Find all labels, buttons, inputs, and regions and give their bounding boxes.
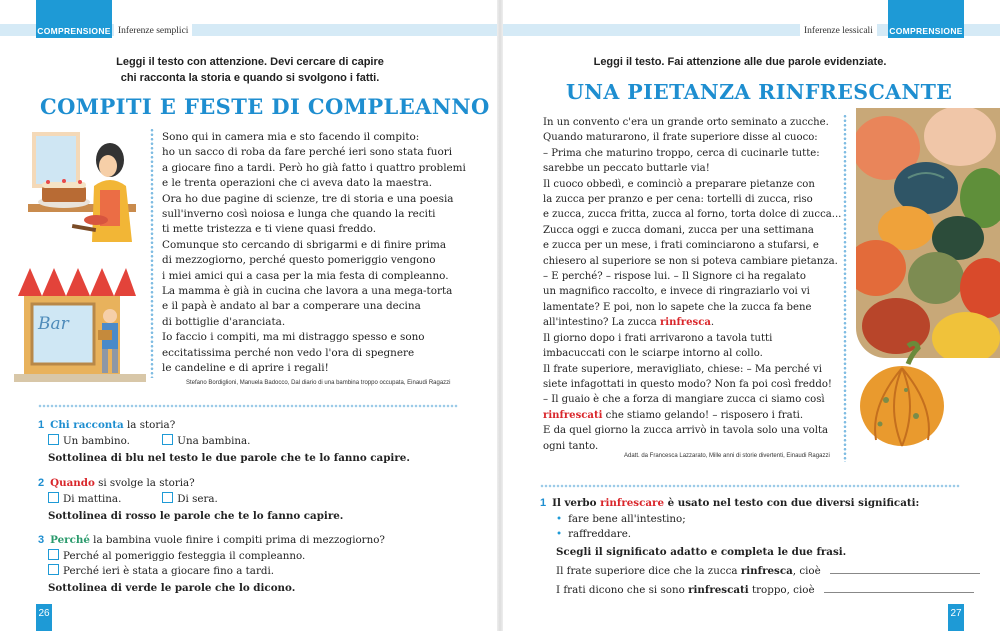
story-line	[543, 423, 843, 438]
story-line-text: – Il guaio è che a forza di mangiare zucca ci siamo così	[543, 394, 825, 406]
bar-illustration	[14, 262, 146, 384]
story-line	[543, 238, 843, 253]
story-line-text: imbacuccati con le sciarpe intorno al collo.	[543, 348, 763, 360]
question-1: 1 Chi racconta la storia? Un bambino. Una bambina. Sottolinea di blu nel testo le due parole che te lo fanno capire.	[38, 419, 410, 464]
question-3: 3 Perché la bambina vuole finire i compiti prima di mezzogiorno? Perché al pomeriggio festeggia il compleanno. Perché ieri è stata a giocare fino a tardi. Sottolinea di verde le parole che lo dicono.	[38, 534, 385, 594]
section-tag: COMPRENSIONE	[36, 0, 112, 38]
story-line-text: ogni tanto.	[543, 440, 599, 452]
story-line-text: sarebbe un peccato buttarle via!	[543, 163, 710, 175]
checkbox-di-mattina[interactable]	[48, 492, 59, 503]
story-line	[543, 377, 843, 392]
section-divider	[540, 483, 960, 489]
story-line-text: Il cuoco obbedì, e cominciò a preparare pietanze con	[543, 178, 815, 190]
story-line	[543, 346, 843, 361]
story-line-text: e zucca, zucca fritta, zucca al forno, torta dolce di zucca...	[543, 209, 842, 221]
answer-line-2[interactable]	[824, 584, 974, 593]
sub-tag: Inferenze semplici	[114, 24, 192, 38]
story-line	[543, 115, 843, 130]
story-line-text: – Prima che maturino troppo, cerca di cucinarle tutte:	[543, 147, 820, 159]
question-2: 2 Quando si svolge la storia? Di mattina. Di sera. Sottolinea di rosso le parole che te lo fanno capire.	[38, 477, 344, 522]
story-line-text: all'intestino? La zucca	[543, 317, 660, 329]
page-number: 27	[948, 604, 964, 631]
checkbox-di-sera[interactable]	[162, 492, 173, 503]
story-line	[543, 331, 843, 346]
story-line-text: Il frate superiore, meravigliato, chiese: – Ma perché vi	[543, 363, 822, 375]
bullet-icon: •	[556, 513, 563, 525]
question-1: 1 Il verbo rinfrescare è usato nel testo con due diversi significati: • fare bene all'intestino; • raffreddare. Scegli il significato adatto e completa le due frasi. Il frate superiore dice che la zucca rinfresca, cioè I frati dicono che si sono rinfrescati troppo, cioè	[540, 496, 980, 597]
story-line-text: lamentate? E poi, non lo sapete che la zucca fa bene	[543, 301, 812, 313]
page-number: 26	[36, 604, 52, 631]
checkbox-una-bambina[interactable]	[162, 434, 173, 445]
story-line	[543, 362, 843, 377]
story-text: Sono qui in camera mia e sto facendo il compito: ho un sacco di roba da fare perché ieri sono stata fuori a giocare fino a tardi. Però ho già fatto i quattro problemi e le trenta operazioni che ci aveva dato la maestra. Ora ho due pagine di scienze, tre di storia e una poesia sull'inverno così noiosa e lunga che quando la reciti ti mette tristezza e ti viene quasi freddo. Comunque sto cercando di sbrigarmi e di finire prima di mezzogiorno, perché questo pomeriggio vengono i miei amici qui a casa per la mia festa di compleanno. La mamma è già in cucina che lavora a una mega-torta e il papà è andato al bar a comperare una decina di bottiglie d'aranciata. Io faccio i compiti, ma mi distraggo spesso e sono eccitatissima perché non vedo l'ora di spegnere le candeline e di aprire i regali!	[162, 131, 466, 375]
bar-sign: Bar	[38, 314, 69, 334]
answer-line-1[interactable]	[830, 565, 980, 574]
story-line-text: In un convento c'era un grande orto seminato a zucche.	[543, 117, 829, 128]
bullet-icon: •	[556, 528, 563, 540]
story-line	[543, 439, 843, 454]
story-line-text: la zucca per pranzo e per cena: tortelli di zucca, riso	[543, 194, 813, 206]
story-text	[543, 115, 843, 454]
section-divider	[38, 403, 458, 409]
story-line	[543, 161, 843, 176]
page-title: UNA PIETANZA RINFRESCANTE	[566, 80, 953, 104]
story-line	[543, 392, 843, 407]
story-line	[543, 130, 843, 145]
story-line	[543, 192, 843, 207]
story-line	[543, 300, 843, 315]
story-line-text: Quando maturarono, il frate superiore disse al cuoco:	[543, 132, 818, 144]
intro-instruction: Leggi il testo con attenzione. Devi cercare di capire chi racconta la storia e quando si svolgono i fatti.	[116, 56, 384, 84]
story-line	[543, 408, 843, 423]
story-line-text: Zucca oggi e zucca domani, zucca per una settimana	[543, 224, 814, 236]
highlighted-word: rinfrescati	[543, 409, 603, 421]
story-line-text: .	[710, 317, 715, 329]
story-line-text: chiesero al superiore se non si poteva cambiare pietanza.	[543, 255, 838, 267]
right-page	[500, 0, 1000, 631]
story-line	[543, 284, 843, 299]
pumpkins-photo	[856, 108, 1000, 358]
story-line-text: un magnifico raccolto, e invece di ringraziarlo voi vi	[543, 286, 810, 298]
story-divider	[843, 114, 847, 462]
story-line-text: Il giorno dopo i frati arrivarono a tavola tutti	[543, 332, 773, 344]
story-line	[543, 177, 843, 192]
sub-tag: Inferenze lessicali	[800, 24, 877, 38]
source-credit: Stefano Bordiglioni, Manuela Badocco, Dal diario di una bambina troppo occupata, Einaudi Ragazzi	[186, 380, 451, 386]
intro-instruction: Leggi il testo. Fai attenzione alle due parole evidenziate.	[593, 56, 887, 68]
story-line	[543, 269, 843, 284]
story-line	[543, 315, 843, 330]
page-title: COMPITI E FESTE DI COMPLEANNO	[40, 94, 490, 119]
story-line-text: che stiamo gelando! – risposero i frati.	[602, 409, 804, 421]
pumpkin-photo	[856, 340, 946, 452]
story-line	[543, 223, 843, 238]
checkbox-un-bambino[interactable]	[48, 434, 59, 445]
section-tag: COMPRENSIONE	[888, 0, 964, 38]
story-line-text: e zucca per un mese, i frati cominciarono a stufarsi, e	[543, 240, 819, 252]
source-credit: Adatt. da Francesca Lazzarato, Mille anni di storie divertenti, Einaudi Ragazzi	[624, 453, 830, 459]
checkbox-giocare[interactable]	[48, 564, 59, 575]
story-divider	[150, 128, 154, 378]
story-line-text: E da quel giorno la zucca arrivò in tavola solo una volta	[543, 425, 829, 437]
checkbox-compleanno[interactable]	[48, 549, 59, 560]
story-line-text: – E perché? – rispose lui. – Il Signore ci ha regalato	[543, 271, 806, 283]
highlighted-word: rinfresca	[659, 317, 711, 329]
story-line	[543, 254, 843, 269]
story-line	[543, 146, 843, 161]
kitchen-illustration	[28, 130, 140, 248]
story-line-text: siete infagottati in questo modo? Non fa poi così freddo!	[543, 378, 832, 390]
story-line	[543, 207, 843, 222]
